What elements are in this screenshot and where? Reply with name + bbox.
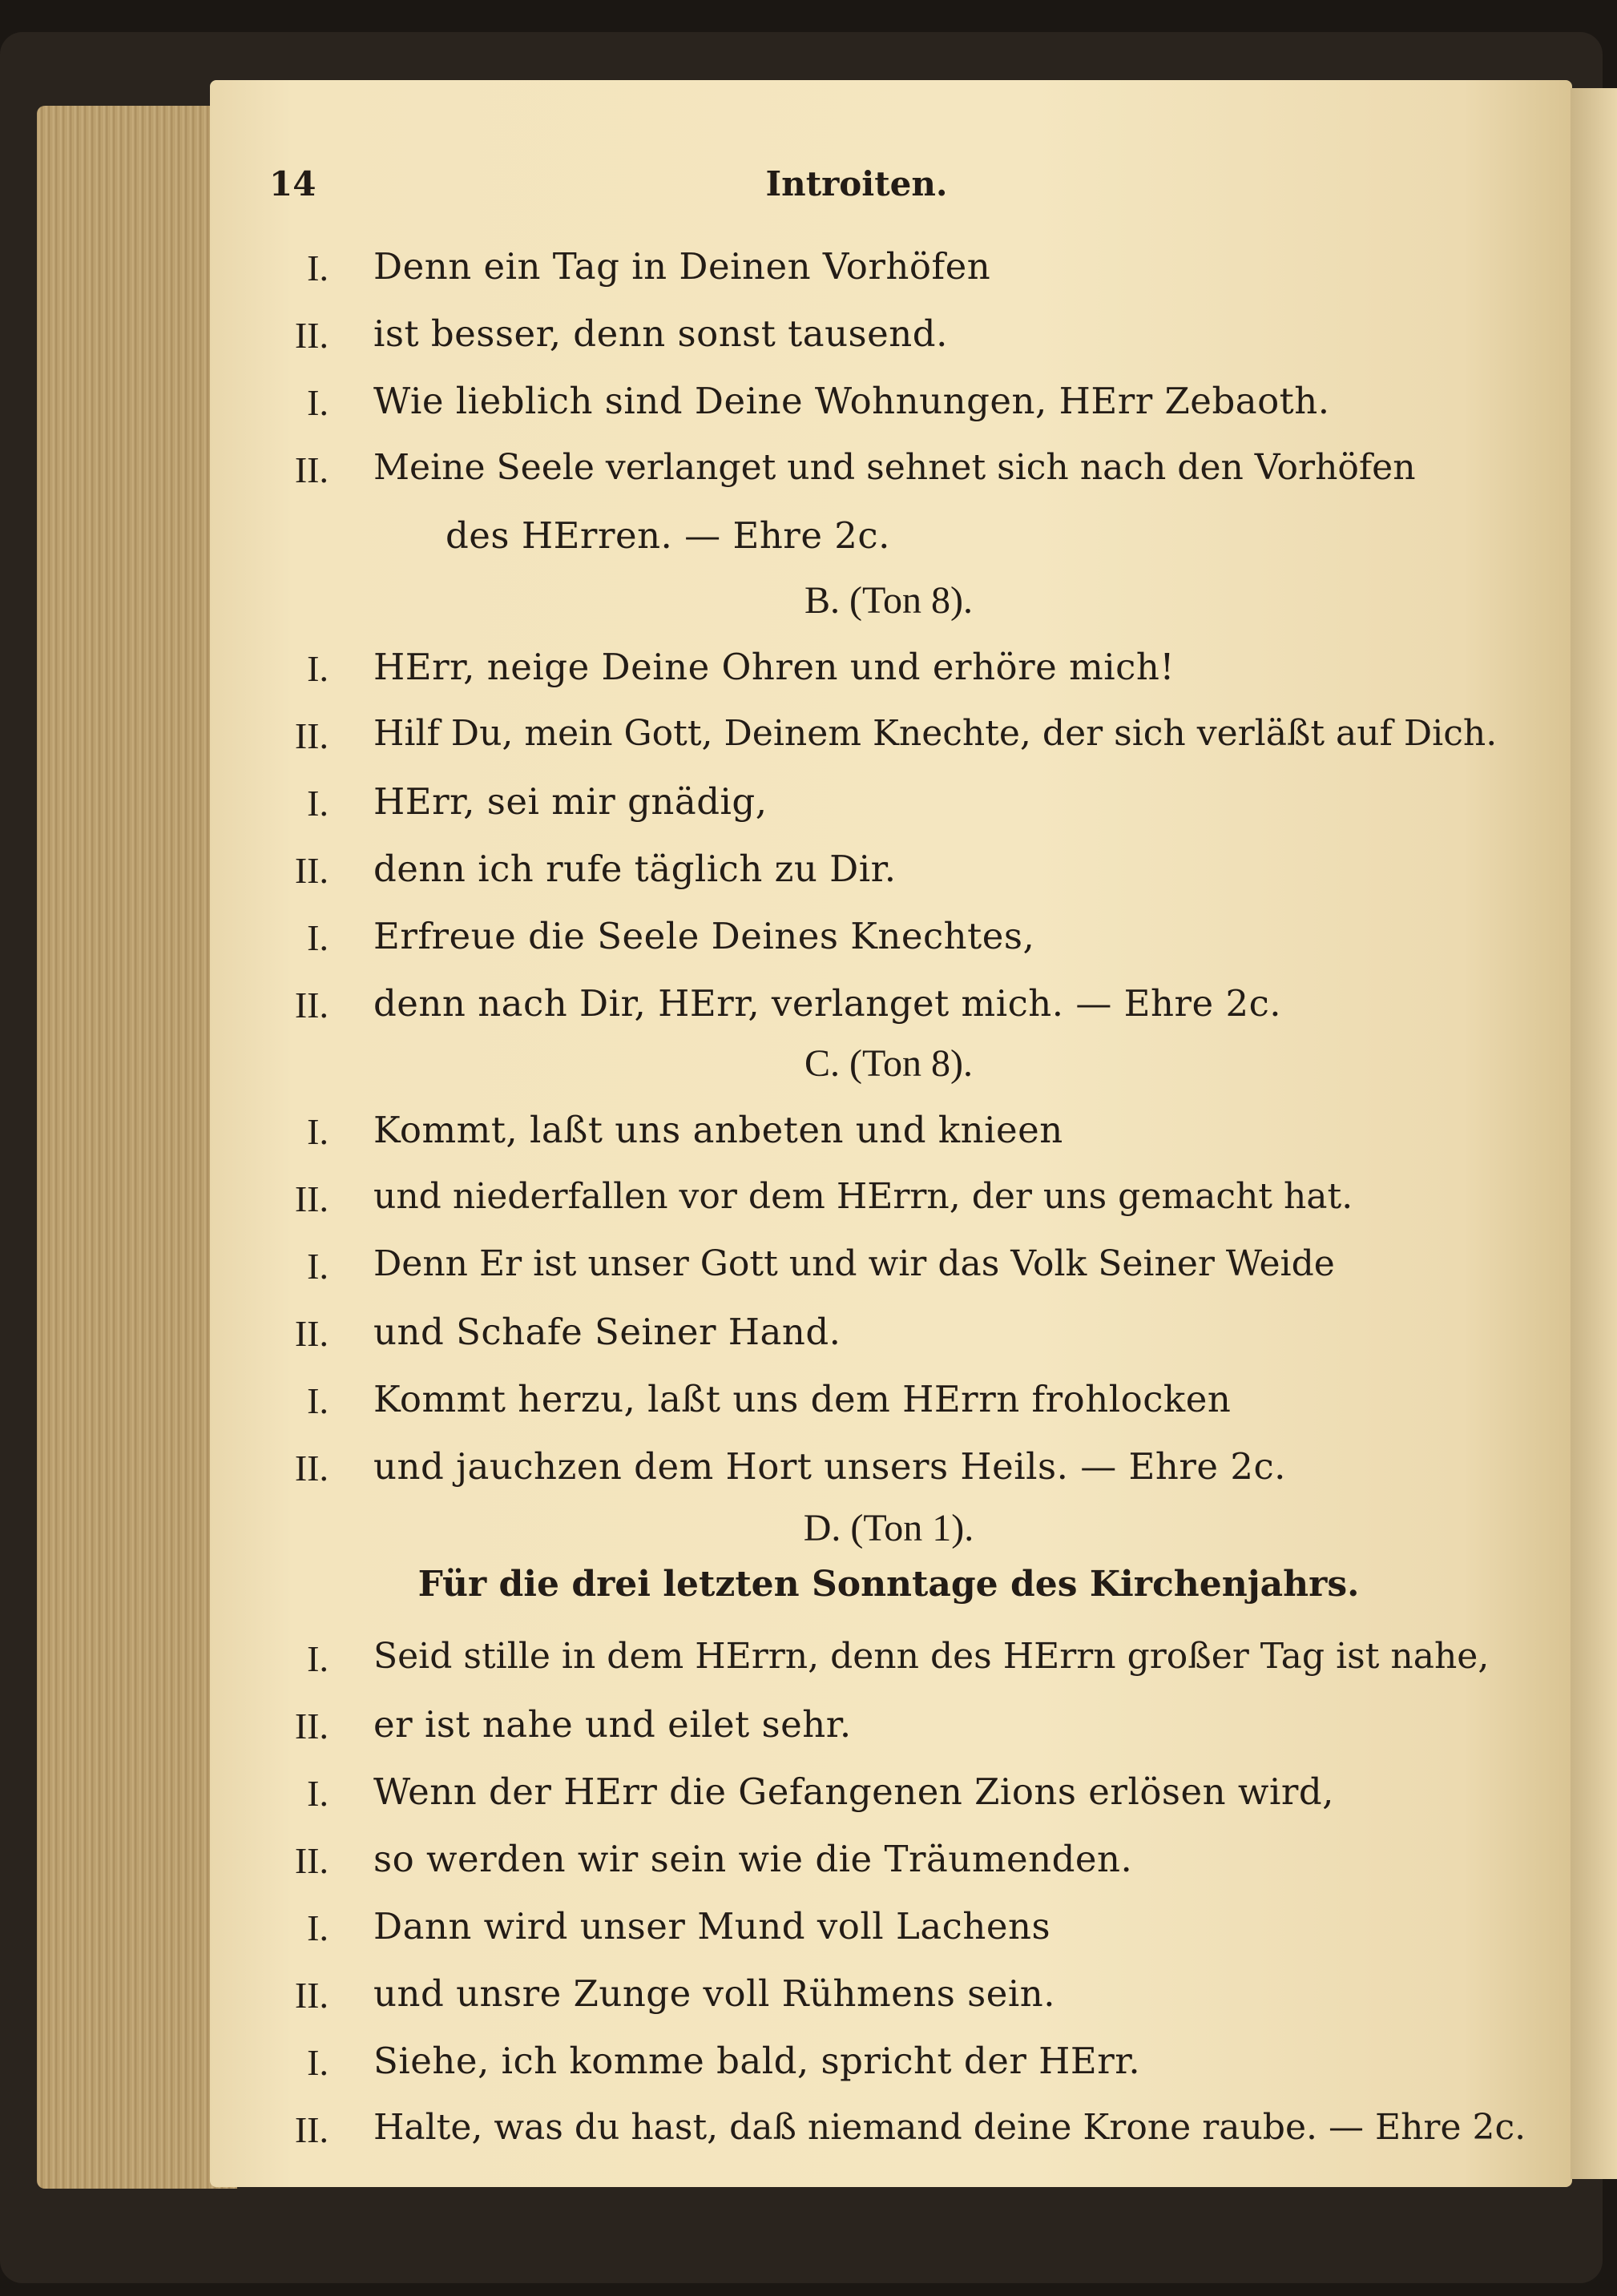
verse-part: II. <box>294 1840 329 1881</box>
verse-text: Meine Seele verlanget und sehnet sich nach den Vorhöfen <box>373 447 1416 488</box>
verse-part: II. <box>294 315 329 356</box>
verse-part: II. <box>294 449 329 490</box>
section-subtitle: Für die drei letzten Sonntage des Kirchenjahrs. <box>417 1564 1360 1605</box>
verse-part: I. <box>307 1246 329 1287</box>
verse-text: Siehe, ich komme bald, spricht der HErr. <box>373 2040 1141 2082</box>
verse-line <box>0 1833 1617 1897</box>
verse-text: und unsre Zunge voll Rühmens sein. <box>373 1972 1056 2015</box>
verse-part: II. <box>294 1313 329 1354</box>
verse-text: und jauchzen dem Hort unsers Heils. — Ehre 2c. <box>373 1445 1286 1488</box>
verse-part: I. <box>307 783 329 824</box>
verse-line <box>0 1900 1617 1964</box>
verse-text: Dann wird unser Mund voll Lachens <box>373 1905 1051 1948</box>
verse-part: I. <box>307 1380 329 1421</box>
verse-line <box>0 1766 1617 1830</box>
verse-text: HErr, sei mir gnädig, <box>373 780 768 823</box>
verse-part: I. <box>307 1111 329 1152</box>
verse-line <box>0 442 1617 506</box>
verse-part: II. <box>294 2109 329 2150</box>
verse-line <box>0 1968 1617 2032</box>
verse-text: er ist nahe und eilet sehr. <box>373 1703 852 1746</box>
page-number: 14 <box>269 164 317 203</box>
verse-part: I. <box>307 1638 329 1679</box>
verse-line <box>0 1171 1617 1235</box>
verse-line <box>0 843 1617 907</box>
verse-part: I. <box>307 248 329 288</box>
verse-text: und niederfallen vor dem HErrn, der uns gemacht hat. <box>373 1176 1353 1217</box>
verse-text: Denn Er ist unser Gott und wir das Volk Seiner Weide <box>373 1243 1335 1284</box>
verse-part: II. <box>294 985 329 1025</box>
verse-part: I. <box>307 2042 329 2083</box>
section-heading: B. (Ton 8). <box>804 579 973 622</box>
verse-text: Erfreue die Seele Deines Knechtes, <box>373 915 1035 957</box>
section-heading: C. (Ton 8). <box>804 1042 973 1085</box>
verse-part: II. <box>294 1975 329 2016</box>
verse-line <box>0 1440 1617 1504</box>
verse-part: II. <box>294 1448 329 1488</box>
verse-line <box>0 910 1617 974</box>
verse-line <box>0 1104 1617 1168</box>
verse-line <box>0 308 1617 372</box>
verse-text: HErr, neige Deine Ohren und erhöre mich! <box>373 646 1175 688</box>
verse-text: Kommt, laßt uns anbeten und knieen <box>373 1109 1063 1151</box>
verse-text: Hilf Du, mein Gott, Deinem Knechte, der sich verläßt auf Dich. <box>373 713 1498 754</box>
verse-line <box>0 977 1617 1041</box>
verse-line <box>0 1631 1617 1695</box>
verse-part: I. <box>307 1773 329 1814</box>
verse-part: I. <box>307 648 329 689</box>
verse-text: Wie lieblich sind Deine Wohnungen, HErr Zebaoth. <box>373 380 1330 422</box>
verse-line <box>0 375 1617 439</box>
verse-part: II. <box>294 1706 329 1746</box>
verse-text: Denn ein Tag in Deinen Vorhöfen <box>373 245 991 288</box>
verse-text: Kommt herzu, laßt uns dem HErrn frohlocken <box>373 1378 1232 1420</box>
verse-part: I. <box>307 382 329 423</box>
verse-text: denn ich rufe täglich zu Dir. <box>373 848 897 890</box>
verse-text: ist besser, denn sonst tausend. <box>373 312 948 355</box>
verse-line <box>0 641 1617 705</box>
verse-line <box>0 510 1617 574</box>
verse-line <box>0 1306 1617 1370</box>
verse-text: und Schafe Seiner Hand. <box>373 1311 841 1353</box>
verse-line <box>0 240 1617 304</box>
verse-line <box>0 708 1617 772</box>
verse-text: Wenn der HErr die Gefangenen Zions erlösen wird, <box>373 1770 1334 1813</box>
verse-line <box>0 775 1617 840</box>
verse-text: Seid stille in dem HErrn, denn des HErrn großer Tag ist nahe, <box>373 1636 1490 1677</box>
verse-line <box>0 1373 1617 1437</box>
verse-part: II. <box>294 850 329 891</box>
verse-line <box>0 1239 1617 1303</box>
section-heading: D. (Ton 1). <box>803 1507 974 1549</box>
verse-part: II. <box>294 1178 329 1219</box>
verse-line <box>0 2035 1617 2099</box>
verse-text: so werden wir sein wie die Träumenden. <box>373 1838 1133 1880</box>
running-head: Introiten. <box>765 164 948 203</box>
verse-part: II. <box>294 715 329 756</box>
verse-part: I. <box>307 917 329 958</box>
verse-text: des HErren. — Ehre 2c. <box>446 514 890 557</box>
verse-line <box>0 1698 1617 1762</box>
verse-part: I. <box>307 1907 329 1948</box>
verse-text: denn nach Dir, HErr, verlanget mich. — Ehre 2c. <box>373 982 1282 1025</box>
verse-line <box>0 2102 1617 2166</box>
verse-text: Halte, was du hast, daß niemand deine Krone raube. — Ehre 2c. <box>373 2107 1526 2148</box>
